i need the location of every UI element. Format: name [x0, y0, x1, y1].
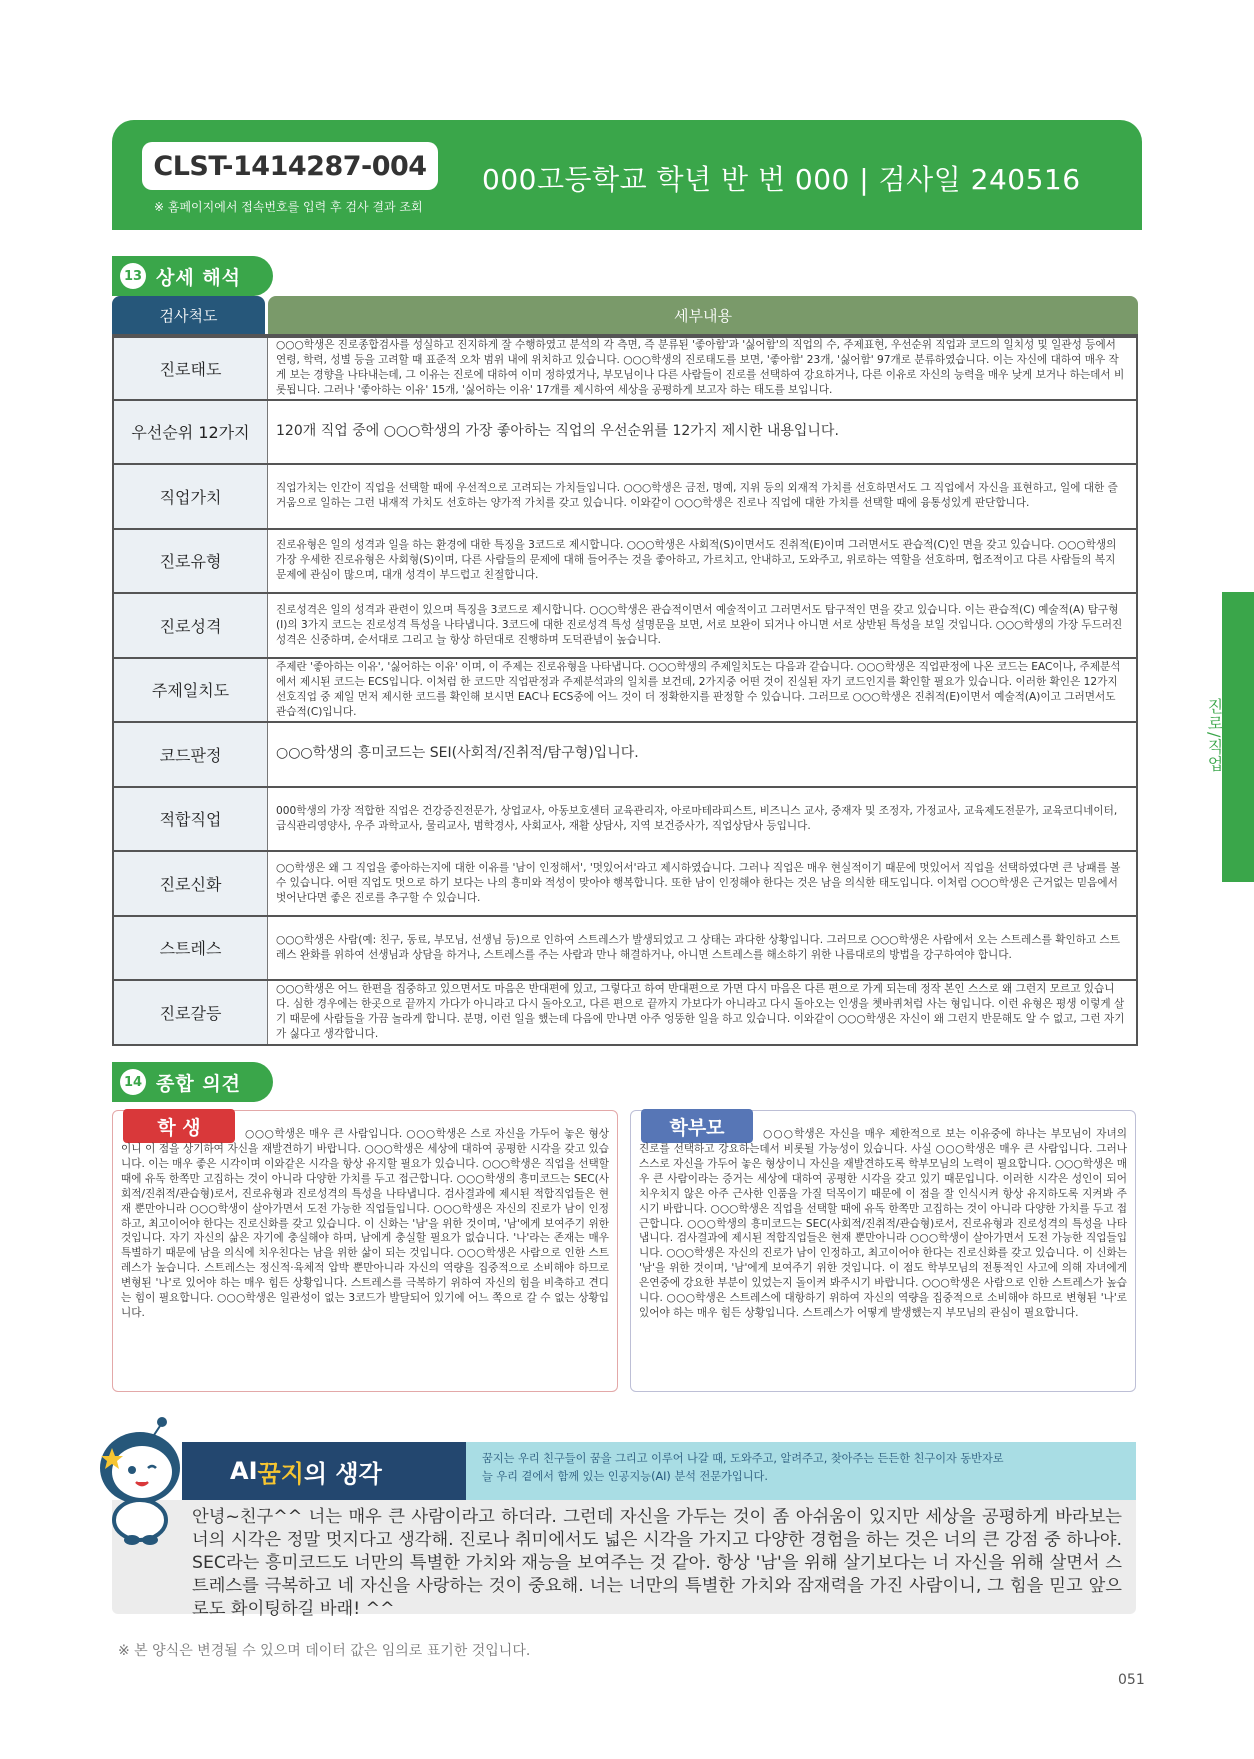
- scale-detail: 진로성격은 일의 성격과 관련이 있으며 특징을 3코드로 제시합니다. ○○○학생은 관습적이면서 예술적이고 그러면서도 탐구적인 면을 갖고 있습니다. 이는 관습적(C) 예술적(A) 탐구형(I)의 3가지 코드는 진로성격 특성을 나타냅니다. 3코드에 대한 진로성격 특성 설명문을 보면, 서로 보완이 되거나 아니면 서로 상반된 특성을 보일 것입니다. ○○○학생의 가장 두드러진 성격은 신중하며, 순서대로 그리고 늘 항상 하던대로 진행하며 도덕관념이 높습니다.: [268, 594, 1138, 657]
- footnote: ※ 본 양식은 변경될 수 있으며 데이터 값은 임의로 표기한 것입니다.: [118, 1643, 531, 1659]
- section-number: 14: [120, 1069, 146, 1095]
- scale-name: 직업가치: [112, 465, 268, 528]
- scale-name: 진로신화: [112, 852, 268, 915]
- scale-detail: ○○학생은 왜 그 직업을 좋아하는지에 대한 이유를 '남이 인정해서', '멋있어서'라고 제시하였습니다. 그러나 직업은 매우 현실적이기 때문에 멋있어서 직업을 선택하였다면 큰 낭패를 볼 수 있습니다. 어떤 직업도 멋으로 하기 보다는 나의 흥미와 적성이 맞아야 행복합니다. 또한 남이 인정해야 한다는 것은 남을 의식한 태도입니다. 이처럼 ○○○학생은 근거없는 믿음에서 벗어난다면 좋은 진로를 추구할 수 있습니다.: [268, 852, 1138, 915]
- section-label: 상세 해석: [156, 266, 242, 289]
- ai-message-box: [112, 1500, 1136, 1619]
- table-row: [112, 788, 1138, 853]
- scale-name: 코드판정: [112, 723, 268, 786]
- scale-detail: 주제란 '좋아하는 이유', '싫어하는 이유' 이며, 이 주제는 진로유형을 나타냅니다. ○○○학생의 주제일치도는 다음과 같습니다. ○○○학생은 직업판정에 나온 코드는 EAC이나, 주제분석에서 제시된 코드는 ECS입니다. 이처럼 한 코드만 직업판정과 주제분석과의 일치를 보건데, 2가지중 어떤 것이 진실된 자기 코드인지를 확인할 필요가 있습니다. 이러한 확인은 12가지 선호직업 중 제일 먼저 제시한 코드를 확인해 보시면 EAC나 ECS중에 어느 것이 더 정확한지를 판정할 수 있습니다. 그러므로 ○○○학생은 진취적(E)이면서 예술적(A)이고 그러면서도 관습적(C)입니다.: [268, 659, 1138, 722]
- scale-name: 적합직업: [112, 788, 268, 851]
- detail-interpretation-table: [112, 296, 1138, 1046]
- table-row: [112, 594, 1138, 659]
- scale-detail: ○○○학생은 사람(예: 친구, 동료, 부모님, 선생님 등)으로 인하여 스트레스가 발생되었고 그 상태는 과다한 상황입니다. 그러므로 ○○○학생은 사람에서 오는 스트레스를 확인하고 스트레스 완화를 위하여 선생님과 상담을 하거나, 스트레스를 주는 사람과 만나 해결하거나, 아니면 스트레스를 해소하기 위한 나름대로의 방법을 강구하여야 합니다.: [268, 917, 1138, 980]
- ai-title-suffix: 의 생각: [303, 1459, 382, 1488]
- scale-detail: 직업가치는 인간이 직업을 선택할 때에 우선적으로 고려되는 가치들입니다. ○○○학생은 금전, 명예, 지위 등의 외재적 가치를 선호하면서도 그 직업에서 자신을 표현하고, 일에 대한 즐거움으로 일하는 그런 내재적 가치도 선호하는 양가적 가치를 갖고 있습니다. 이와같이 ○○○학생은 진로나 직업에 대한 가치를 선택할 때에 융통성있게 판단합니다.: [268, 465, 1138, 528]
- scale-name: 주제일치도: [112, 659, 268, 722]
- scale-detail: ○○○학생은 진로종합검사를 성실하고 진지하게 잘 수행하였고 분석의 각 측면, 즉 분류된 '좋아함'과 '싫어함'의 직업의 수, 주제표현, 우선순위 직업과 코드의 일치성 및 일관성 등에서 연령, 학력, 성별 등을 고려할 때 표준적 오차 범위 내에 위치하고 있습니다. ○○○학생의 진로태도를 보면, '좋아함' 23개, '싫어함' 97개로 분류하였습니다. 이는 자신에 대하여 매우 작게 보는 경향을 나타내는데, 그 이유는 진로에 대하여 이미 정하였거나, 부모님이나 다른 사람들이 진로를 선택하여 강요하거나, 다른 이유로 자신의 능력을 매우 낮게 보거나 하는데서 비롯됩니다. 그러나 '좋아하는 이유' 15개, '싫어하는 이유' 17개를 제시하여 세상을 공평하게 보고자 하는 태도를 보입니다.: [268, 338, 1138, 399]
- school-exam-info: 000고등학교 학년 반 번 000 | 검사일 240516: [482, 163, 1081, 196]
- scale-name: 진로갈등: [112, 981, 268, 1044]
- table-row: [112, 852, 1138, 917]
- astronaut-mascot-icon: [90, 1416, 190, 1546]
- student-opinion-box: [112, 1110, 618, 1392]
- section-14-title: [112, 1062, 273, 1102]
- ai-comment-section: [112, 1442, 1136, 1619]
- scale-detail: ○○○학생은 어느 한편을 집중하고 있으면서도 마음은 반대편에 있고, 그렇다고 하여 반대편으로 가면 다시 마음은 다른 편으로 가게 되는데 정작 본인 스스로 왜 그런지 모르고 있습니다. 심한 경우에는 한곳으로 끝까지 가다가 아니라고 다시 돌아오고, 다른 편으로 끝까지 가보다가 아니라고 다시 돌아오는 인생을 쳇바퀴처럼 사는 형입니다. 이런 유형은 평생 이렇게 살기 때문에 사람들을 가끔 놀라게 합니다. 분명, 이런 일을 했는데 다음에 만나면 아주 엉뚱한 일을 하고 있습니다. 이와같이 ○○○학생은 자신이 왜 그런지 반문해도 알 수 없고, 그런 자기가 싫다고 생각합니다.: [268, 981, 1138, 1044]
- table-row: [112, 336, 1138, 401]
- student-tag: 학 생: [123, 1109, 235, 1143]
- scale-detail: 진로유형은 일의 성격과 일을 하는 환경에 대한 특징을 3코드로 제시합니다. ○○○학생은 사회적(S)이면서도 진취적(E)이며 그러면서도 관습적(C)인 면을 갖고 있습니다. ○○○학생의 가장 우세한 진로유형은 사회형(S)이며, 다른 사람들의 문제에 대해 들어주는 것을 좋아하고, 가르치고, 안내하고, 도와주고, 위로하는 역할을 선호하며, 협조적이고 다른 사람들의 복지 문제에 관심이 많으며, 대개 성격이 부드럽고 친절합니다.: [268, 530, 1138, 593]
- ai-title: [182, 1442, 466, 1500]
- scale-name: 진로유형: [112, 530, 268, 593]
- ai-description: [466, 1442, 1136, 1500]
- scale-detail: 120개 직업 중에 ○○○학생의 가장 좋아하는 직업의 우선순위를 12가지 제시한 내용입니다.: [268, 401, 1138, 464]
- header-content: 세부내용: [268, 296, 1138, 334]
- section-label: 종합 의견: [156, 1072, 242, 1095]
- section-13-title: [112, 256, 273, 296]
- report-header: [112, 120, 1142, 230]
- access-code: CLST-1414287-004: [142, 142, 438, 190]
- ai-message: 안녕~친구^^ 너는 매우 큰 사람이라고 하더라. 그런데 자신을 가두는 것이 좀 아쉬움이 있지만 세상을 공평하게 바라보는 너의 시각은 정말 멋지다고 생각해. 진로나 취미에서도 넓은 시각을 가지고 다양한 경험을 하는 것은 너의 큰 강점 중 하나야. SEC라는 흥미코드도 너만의 특별한 가치와 재능을 보여주는 것 같아. 항상 '남'을 위해 살기보다는 너 자신을 위해 살면서 스트레스를 극복하고 네 자신을 사랑하는 것이 중요해. 너는 너만의 특별한 가치와 잠재력을 가진 사람이니, 그 힘을 믿고 앞으로도 화이팅하길 바래! ^^: [192, 1507, 1122, 1619]
- table-row: [112, 401, 1138, 466]
- parent-opinion-box: [630, 1110, 1136, 1392]
- parent-tag: 학부모: [641, 1109, 753, 1143]
- access-code-note: ※ 홈페이지에서 접속번호를 입력 후 검사 결과 조회: [154, 200, 423, 214]
- scale-detail: ○○○학생의 흥미코드는 SEI(사회적/진취적/탐구형)입니다.: [268, 723, 1138, 786]
- table-row: [112, 530, 1138, 595]
- header-scale: 검사척도: [112, 296, 265, 334]
- scale-name: 우선순위 12가지: [112, 401, 268, 464]
- side-tab: [1222, 592, 1254, 882]
- table-row: [112, 659, 1138, 724]
- table-body: [112, 334, 1138, 1046]
- scale-name: 스트레스: [112, 917, 268, 980]
- table-row: [112, 465, 1138, 530]
- ai-description-line-2: 늘 우리 곁에서 함께 있는 인공지능(AI) 분석 전문가입니다.: [482, 1469, 768, 1483]
- table-row: [112, 723, 1138, 788]
- student-opinion-text: ○○○학생은 매우 큰 사람입니다. ○○○학생은 스로 자신을 가두어 놓은 형상이니 이 점을 상기하여 자신을 재발견하기 바랍니다. ○○○학생은 세상에 대하여 공평한 시각을 갖고 있습니다. 이는 매우 좋은 시각이며 이와같은 시각을 항상 유지할 필요가 있습니다. ○○○학생은 직업을 선택할 때에 유독 한쪽만 고집하는 것이 아니라 다양한 가치를 두고 접근합니다. ○○○학생의 흥미코드는 SEC(사회적/진취적/관습형)로서, 진로유형과 진로성격의 특성을 나타냅니다. 검사결과에 제시된 적합직업들은 현재 뿐만아니라 ○○○학생이 살아가면서 도전 가능한 직업들입니다. ○○○학생은 자신의 진로가 남이 인정하고, 최고이어야 한다는 진로신화를 갖고 있습니다. 이 신화는 '남'을 위한 것이며, '남'에게 보여주기 위한 것입니다. 자기 자신의 삶은 자기에 충실해야 하며, 남에게 충실할 필요가 없습니다. '나'라는 존재는 매우 특별하기 때문에 남을 의식에 치우친다는 남을 위한 삶이 되는 것입니다. ○○○학생은 사람으로 인한 스트레스가 높습니다. 스트레스는 정신적·육체적 압박 뿐만아니라 자신의 역량을 집중적으로 소비해야 하므로 변형된 '나'로 있어야 하는 매우 힘든 상황입니다. 스트레스를 극복하기 위하여 자신의 힘을 비축하고 견디는 힘이 필요합니다. ○○○학생은 일관성이 없는 3코드가 발달되어 있기에 어느 쪽으로 갈 수 없는 상황입니다.: [121, 1128, 609, 1320]
- ai-description-line-1: 꿈지는 우리 친구들이 꿈을 그리고 이루어 나갈 때, 도와주고, 알려주고, 찾아주는 든든한 친구이자 동반자로: [482, 1452, 1004, 1465]
- scale-name: 진로성격: [112, 594, 268, 657]
- side-label: 진로/직업: [1205, 698, 1224, 773]
- ai-title-name: 꿈지: [257, 1459, 304, 1488]
- section-number: 13: [120, 263, 146, 289]
- scale-name: 진로태도: [112, 338, 268, 399]
- table-row: [112, 981, 1138, 1046]
- ai-title-prefix: AI: [230, 1457, 258, 1485]
- scale-detail: 000학생의 가장 적합한 직업은 건강증진전문가, 상업교사, 아동보호센터 교육관리자, 아로마테라피스트, 비즈니스 교사, 중재자 및 조정자, 가정교사, 교육제도전문가, 교육코디네이터, 급식관리영양사, 우주 과학교사, 물리교사, 범학경사, 사회교사, 재활 상담사, 지역 보건증사가, 직업상담사 등입니다.: [268, 788, 1138, 851]
- table-header: [112, 296, 1138, 334]
- parent-opinion-text: ○○○학생은 자신을 매우 제한적으로 보는 이유중에 하나는 부모님이 자녀의 진로를 선택하고 강요하는데서 비롯될 가능성이 있습니다. 사실 ○○○학생은 매우 큰 사람입니다. 그러나 스스로 자신을 가두어 놓은 형상이니 자신을 재발견하도록 학부모님의 노력이 필요합니다. ○○○학생은 매우 큰 사람이라는 증거는 세상에 대하여 공평한 시각을 갖고 있기 때문입니다. 이러한 시각은 성인이 되어 치우치지 않은 아주 근사한 인품을 가질 덕목이기 때문에 이 점을 잘 인식시켜 항상 유지하도록 지켜봐 주시기 바랍니다. ○○○학생은 직업을 선택할 때에 유독 한쪽만 고집하는 것이 아니라 다양한 가치를 두고 접근합니다. ○○○학생의 흥미코드는 SEC(사회적/진취적/관습형)로서, 진로유형과 진로성격의 특성을 나타냅니다. 검사결과에 제시된 적합직업들은 현재 뿐만아니라 ○○○학생이 살아가면서 도전 가능한 직업들입니다. ○○○학생은 자신의 진로가 남이 인정하고, 최고이어야 한다는 진로신화를 갖고 있습니다. 이 신화는 '남'을 위한 것이며, '남'에게 보여주기 위한 것입니다. 이 점도 학부모님의 전통적인 사고에 의해 자녀에게 은연중에 강요한 부분이 있었는지 돌이켜 봐주시기 바랍니다. ○○○학생은 사람으로 인한 스트레스가 높습니다. ○○○학생은 스트레스에 대항하기 위하여 자신의 역량을 집중적으로 소비해야 하므로 변형된 '나'로 있어야 하는 매우 힘든 상황입니다. 스트레스가 어떻게 발생했는지 부모님의 관심이 필요합니다.: [639, 1128, 1127, 1320]
- page-number: 051: [1118, 1672, 1145, 1688]
- table-row: [112, 917, 1138, 982]
